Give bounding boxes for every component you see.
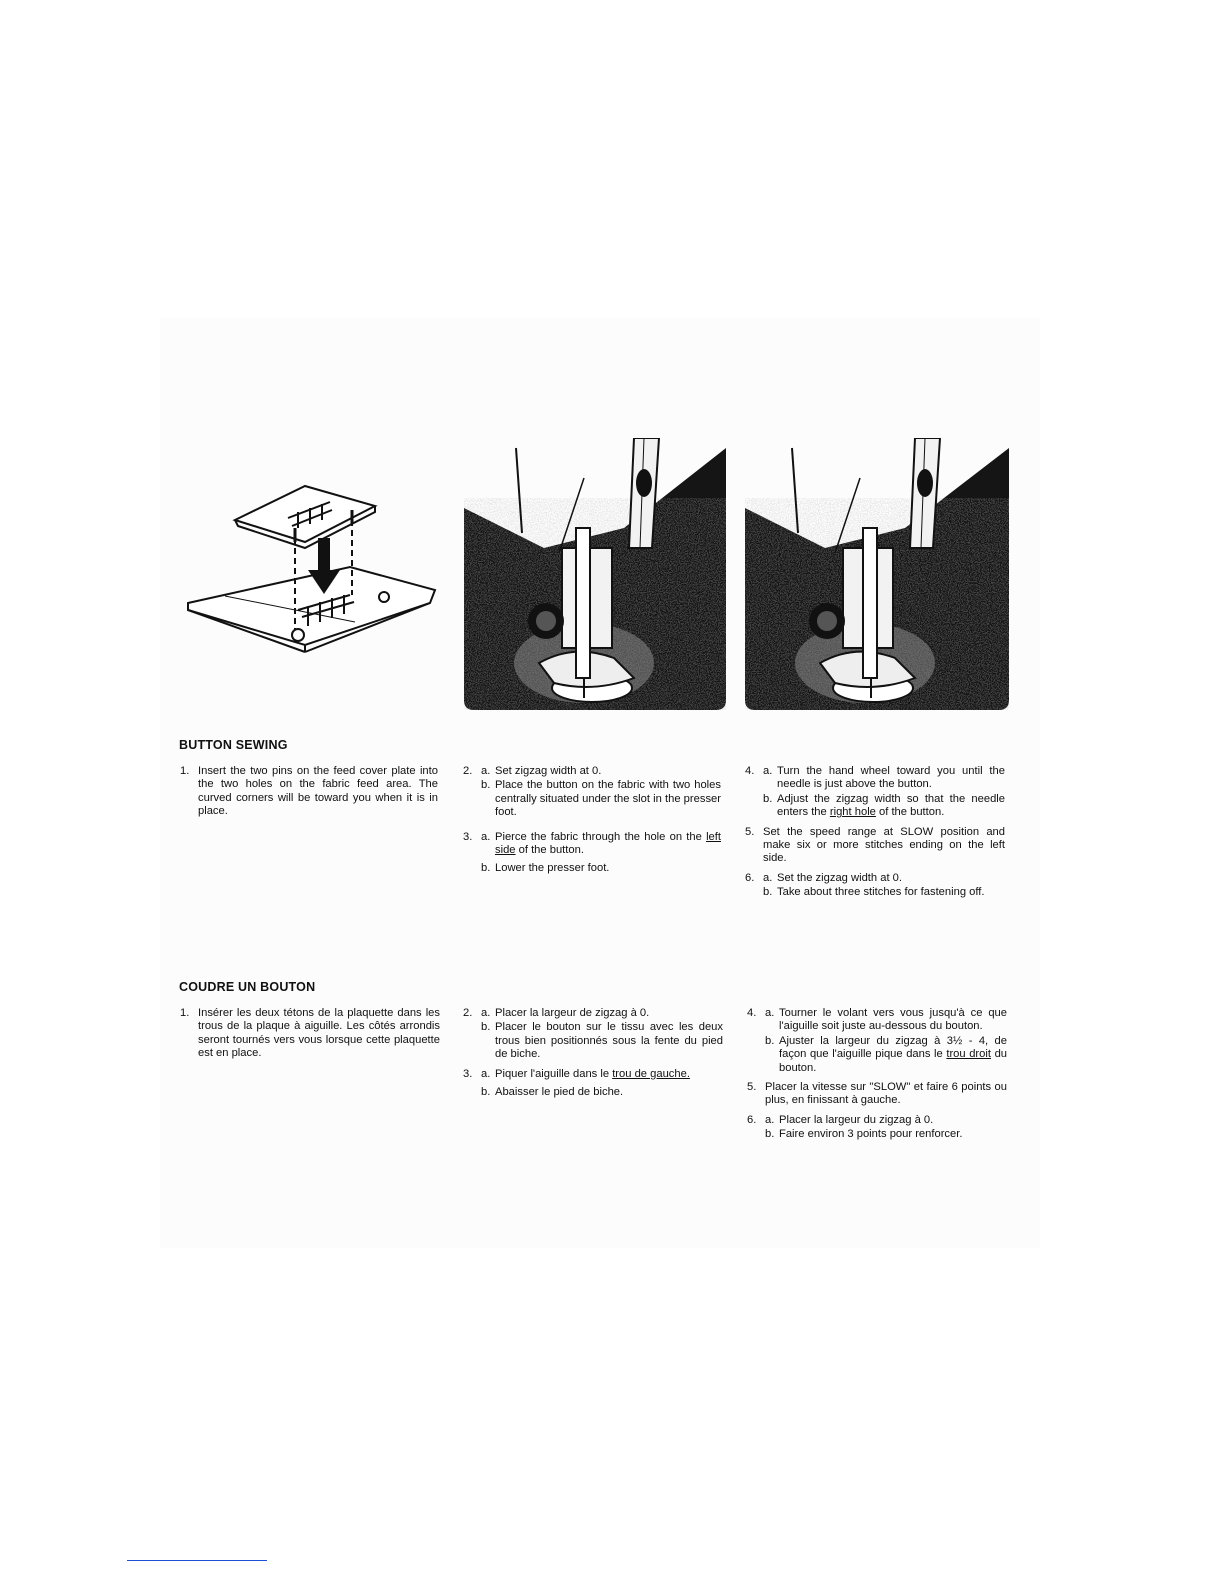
- french-column-2: [463, 1007, 723, 1105]
- step-5: 5. Set the speed range at SLOW position and make six or more stitches ending on the left side.: [745, 825, 1005, 865]
- step-6: 6. a. Set the zigzag width at 0. b. Take about three stitches for fastening off.: [745, 871, 985, 899]
- etape-6: 6. a. Placer la largeur du zigzag à 0. b. Faire environ 3 points pour renforcer.: [747, 1113, 963, 1141]
- french-column-3: [747, 1007, 1007, 1148]
- step-4: 4. a. Turn the hand wheel toward you until the needle is just above the button. b. Adjust the zigzag width so that the needle enters the right hole of the button.: [745, 765, 1005, 819]
- presser-foot-photo-right-hole: [745, 438, 1009, 712]
- etape-1: 1. Insérer les deux tétons de la plaquette dans les trous de la plaque à aiguille. Les côtés arrondis seront tournés vers vous lorsque cette plaquette est en place.: [180, 1007, 440, 1060]
- step-2: 2. a. Set zigzag width at 0. b. Place the button on the fabric with two holes centrally situated under the slot in the presser foot.: [463, 765, 721, 819]
- footer-rule: [127, 1560, 267, 1561]
- english-column-2: [463, 765, 721, 882]
- english-column-3: [745, 765, 1005, 906]
- etape-5: 5. Placer la vitesse sur "SLOW" et faire 6 points ou plus, en finissant à gauche.: [747, 1081, 1007, 1107]
- etape-4: 4. a. Tourner le volant vers vous jusqu'à ce que l'aiguille soit juste au-dessous du bouton. b. Ajuster la largeur du zigzag à 3½ - 4, de façon que l'aiguille pique dans le trou droit du bouton.: [747, 1007, 1008, 1074]
- etape-3: 3. a. Piquer l'aiguille dans le trou de gauche. b. Abaisser le pied de biche.: [463, 1067, 690, 1099]
- step-3: 3. a. Pierce the fabric through the hole on the left side of the button. b. Lower the presser foot.: [463, 830, 721, 875]
- step-1: 1. Insert the two pins on the feed cover plate into the two holes on the fabric feed area. The curved corners will be toward you when it is in place.: [180, 765, 438, 818]
- english-column-1: [180, 765, 438, 825]
- feed-cover-plate-illustration: [180, 470, 445, 660]
- heading-coudre-un-bouton: COUDRE UN BOUTON: [179, 980, 316, 994]
- heading-button-sewing: BUTTON SEWING: [179, 738, 288, 752]
- french-column-1: [180, 1007, 440, 1067]
- presser-foot-photo-left-hole: [464, 438, 726, 712]
- etape-2: 2. a. Placer la largeur de zigzag à 0. b. Placer le bouton sur le tissu avec les deux trous bien positionnés sous la fente du pied de biche.: [463, 1007, 723, 1061]
